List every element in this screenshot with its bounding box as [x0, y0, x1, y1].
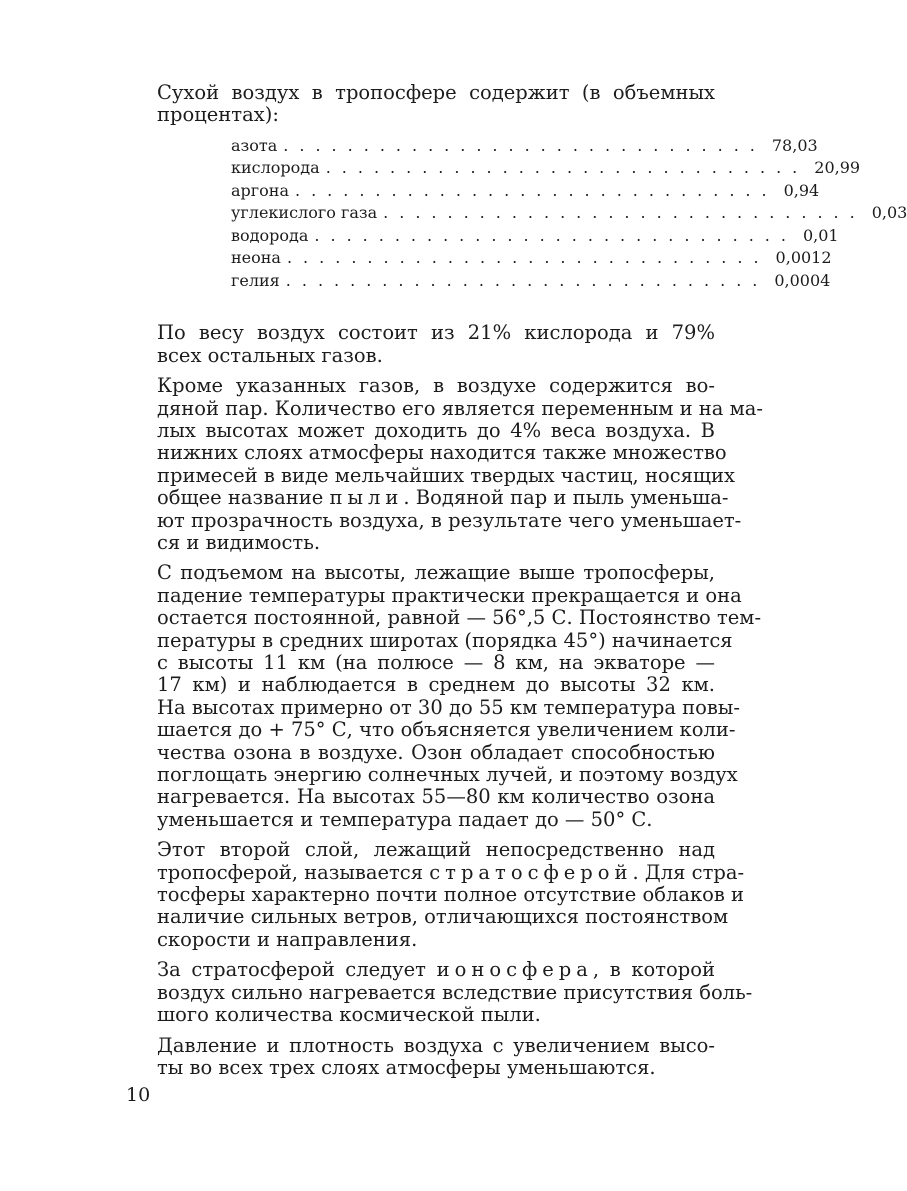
text-fragment: За стратосферой следует: [157, 958, 437, 982]
gas-name: неона: [231, 248, 281, 268]
gas-value: 0,0004: [774, 270, 831, 290]
gas-value: 0,94: [783, 180, 820, 200]
gas-value: 78,03: [771, 135, 818, 155]
text-line: Кроме указанных газов, в воздухе содержится во-: [157, 374, 715, 398]
gas-value: 0,03: [871, 203, 907, 223]
text-line: падение температуры практически прекращается и она: [157, 583, 742, 607]
text-line: шого количества космической пыли.: [157, 1003, 541, 1027]
text-fragment: общее название: [157, 486, 330, 510]
text-line: с высоты 11 км (на полюсе — 8 км, на экваторе —: [157, 651, 715, 674]
text-line: остается постоянной, равной — 56°,5 С. Постоянство тем-: [157, 606, 762, 630]
composition-row: [231, 247, 832, 270]
composition-row: [231, 225, 839, 248]
text-line: всех остальных газов.: [157, 343, 383, 367]
page-number: 10: [126, 1084, 151, 1106]
term-stratosphere: стратосферой: [429, 860, 633, 884]
leader-dots: ..............................: [286, 248, 770, 268]
text-line: ся и видимость.: [157, 530, 321, 554]
text-line: нагревается. На высотах 55—80 км количество озона: [157, 785, 715, 809]
text-line: шается до + 75° С, что объясняется увеличением коли-: [157, 718, 736, 742]
text-line: [157, 860, 745, 884]
gas-value: 20,99: [814, 158, 861, 178]
pressure-paragraph: [157, 1035, 715, 1080]
leader-dots: ..............................: [325, 158, 809, 178]
leader-dots: ..............................: [285, 270, 769, 290]
page-body: [157, 81, 907, 1087]
text-line: На высотах примерно от 30 до 55 км температура повы-: [157, 695, 740, 719]
text-line: Этот второй слой, лежащий непосредственно над: [157, 838, 715, 862]
gas-value: 0,0012: [775, 248, 832, 268]
text-line: примесей в виде мельчайших твердых частиц, носящих: [157, 463, 736, 487]
text-line: поглощать энергию солнечных лучей, и поэтому воздух: [157, 763, 738, 787]
text-line: Давление и плотность воздуха с увеличением высо-: [157, 1033, 715, 1057]
text-line: скорости и направления.: [157, 927, 418, 951]
ionosphere-paragraph: [157, 958, 753, 1027]
air-composition-table: [231, 135, 907, 293]
text-line: чества озона в воздухе. Озон обладает способностью: [157, 740, 715, 764]
text-line: 17 км) и наблюдается в среднем до высоты 32 км.: [157, 673, 715, 697]
composition-row: [231, 202, 907, 225]
text-line: пературы в средних широтах (порядка 45°) начинается: [157, 628, 733, 652]
leader-dots: ..............................: [314, 225, 797, 245]
text-line: нижних слоях атмосферы находится также множество: [157, 441, 727, 465]
stratosphere-temperature-paragraph: [157, 561, 762, 831]
text-line: наличие сильных ветров, отличающихся постоянством: [157, 905, 729, 929]
text-line: [157, 486, 729, 510]
text-line: процентах):: [157, 103, 279, 127]
water-vapor-paragraph: [157, 374, 763, 554]
text-fragment: . Для стра-: [632, 860, 745, 884]
text-line: Сухой воздух в тропосфере содержит (в объемных: [157, 81, 715, 104]
composition-row: [231, 270, 831, 293]
term-ionosphere: ионосфера: [436, 958, 593, 982]
gas-name: гелия: [231, 270, 280, 290]
gas-name: аргона: [231, 180, 289, 200]
composition-row: [231, 157, 861, 180]
leader-dots: ..............................: [383, 203, 866, 223]
leader-dots: ..............................: [283, 135, 766, 155]
text-fragment: . Водяной пар и пыль уменьша-: [403, 486, 729, 510]
leader-dots: ..............................: [295, 180, 778, 200]
text-line: лых высотах может доходить до 4% веса воздуха. В: [157, 418, 715, 442]
text-fragment: , в которой: [592, 958, 715, 982]
composition-row: [231, 180, 820, 203]
gas-name: углекислого газа: [231, 203, 378, 223]
text-line: тосферы характерно почти полное отсутствие облаков и: [157, 883, 745, 907]
gas-value: 0,01: [802, 225, 839, 245]
text-line: воздух сильно нагревается вследствие присутствия боль-: [157, 980, 753, 1004]
gas-name: азота: [231, 135, 278, 155]
gas-name: кислорода: [231, 158, 320, 178]
text-line: По весу воздух состоит из 21% кислорода и 79%: [157, 321, 715, 345]
term-dust: пыли: [329, 486, 404, 510]
text-line: ют прозрачность воздуха, в результате чего уменьшает-: [157, 508, 742, 532]
text-line: дяной пар. Количество его является переменным и на ма-: [157, 396, 763, 420]
stratosphere-paragraph: [157, 838, 745, 951]
intro-paragraph: [157, 82, 715, 127]
text-fragment: тропосферой, называется: [157, 860, 430, 884]
text-line: [157, 959, 715, 981]
text-line: С подъемом на высоты, лежащие выше тропосферы,: [157, 561, 715, 585]
gas-name: водорода: [231, 225, 309, 245]
composition-row: [231, 135, 818, 158]
text-line: уменьшается и температура падает до — 50° С.: [157, 807, 653, 831]
weight-paragraph: [157, 322, 715, 367]
text-line: ты во всех трех слоях атмосферы уменьшаются.: [157, 1055, 656, 1079]
